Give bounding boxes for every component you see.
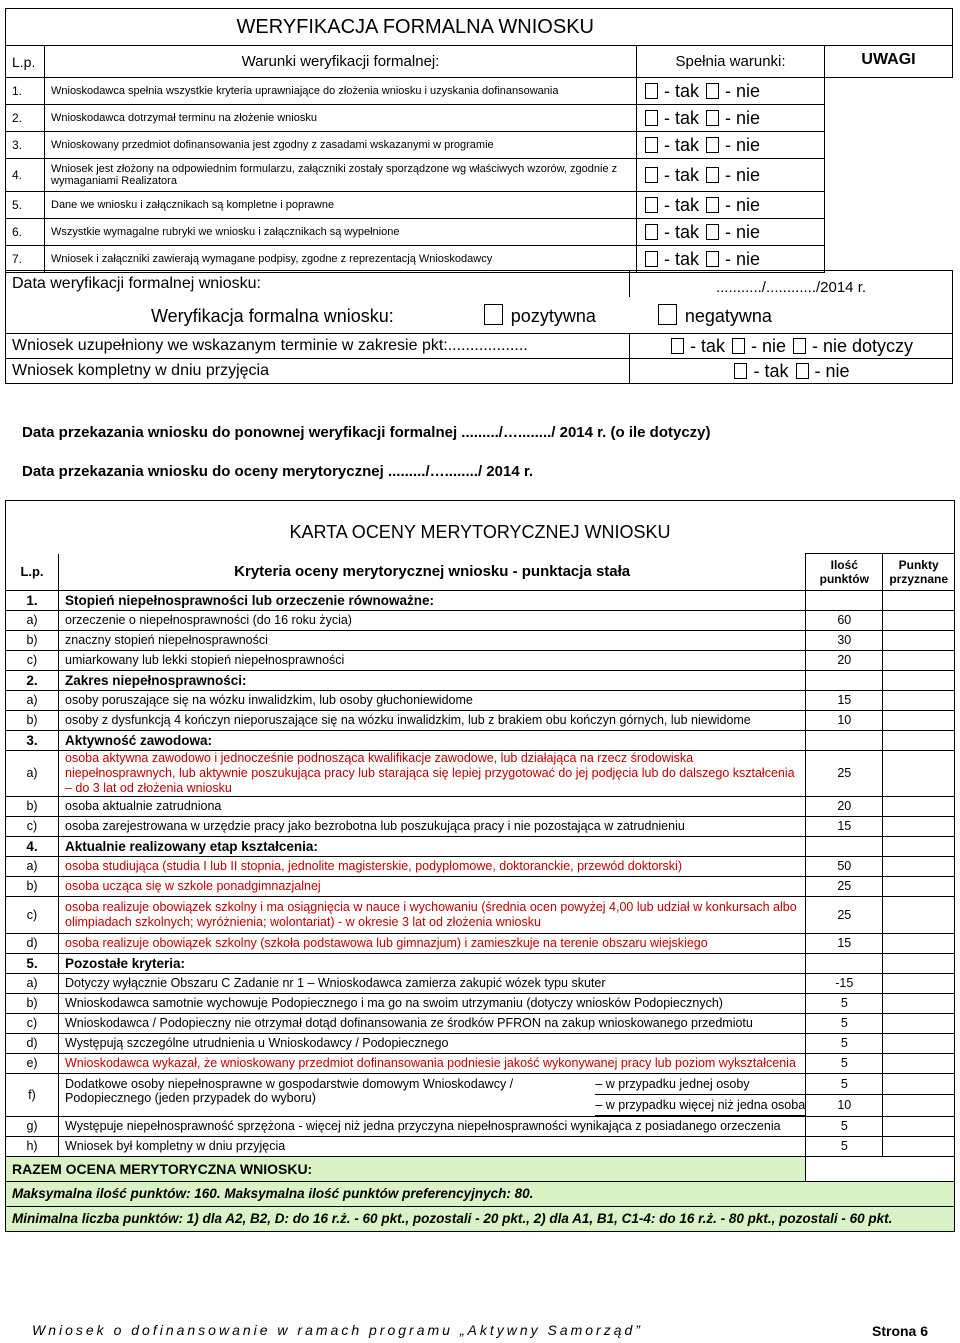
supplemented-label: Wniosek uzupełniony we wskazanym terminie w zakresie pkt:.................. xyxy=(6,334,630,359)
f-opt1: – w przypadku jednej osoby xyxy=(595,1074,805,1095)
merit-item xyxy=(6,650,955,670)
positive-label: pozytywna xyxy=(510,305,596,326)
yes-checkbox[interactable] xyxy=(645,197,658,213)
item-points: 25 xyxy=(806,896,883,933)
item-text: orzeczenie o niepełnosprawności (do 16 roku życia) xyxy=(59,610,806,630)
verification-date-label: Data weryfikacji formalnej wniosku: xyxy=(6,271,630,298)
yes-checkbox[interactable] xyxy=(645,83,658,99)
no-checkbox[interactable] xyxy=(706,137,719,153)
item-letter: c) xyxy=(6,816,59,836)
supp-yes-checkbox[interactable] xyxy=(671,338,684,354)
item-awarded[interactable] xyxy=(883,876,955,896)
formal-row-options xyxy=(637,159,825,192)
merit-transfer-date: Data przekazania wniosku do oceny merytorycznej ........./…......../ 2014 r. xyxy=(22,463,534,480)
merit-section xyxy=(6,836,955,856)
item-points: 5 xyxy=(806,993,883,1013)
item-points: 20 xyxy=(806,650,883,670)
item-awarded[interactable] xyxy=(883,750,955,796)
supplemented-options: - tak - nie - nie dotyczy xyxy=(630,334,953,359)
item-points: 50 xyxy=(806,856,883,876)
formal-row-options xyxy=(637,219,825,246)
formal-row xyxy=(6,246,953,273)
item-points: 5 xyxy=(806,1033,883,1053)
item-awarded[interactable] xyxy=(883,973,955,993)
item-awarded[interactable] xyxy=(883,896,955,933)
yes-label: - tak xyxy=(664,80,700,101)
formal-row-num: 3. xyxy=(6,132,45,159)
item-letter: e) xyxy=(6,1053,59,1073)
complete-no-checkbox[interactable] xyxy=(796,363,809,379)
item-text: osoba realizuje obowiązek szkolny (szkoła podstawowa lub gimnazjum) i zamieszkuje na terenie obszaru wiejskiego xyxy=(59,933,806,953)
no-label: - nie xyxy=(725,221,761,242)
g-letter: g) xyxy=(6,1116,59,1136)
merit-item xyxy=(6,933,955,953)
no-label: - nie xyxy=(725,134,761,155)
total-value[interactable] xyxy=(806,1156,955,1181)
item-text: osoby poruszające się na wózku inwalidzkim, lub osoby głuchoniewidome xyxy=(59,690,806,710)
g-points: 5 xyxy=(806,1116,883,1136)
item-points: 20 xyxy=(806,796,883,816)
f-pts2: 10 xyxy=(806,1095,883,1117)
complete-label: Wniosek kompletny w dniu przyjęcia xyxy=(6,359,630,384)
item-text: Występują szczególne utrudnienia u Wnioskodawcy / Podopiecznego xyxy=(59,1033,806,1053)
col-lp: L.p. xyxy=(6,46,45,78)
yes-label: - tak xyxy=(664,107,700,128)
max-points: Maksymalna ilość punktów: 160. Maksymalna ilość punktów preferencyjnych: 80. xyxy=(6,1181,955,1206)
item-awarded[interactable] xyxy=(883,796,955,816)
f-criterion xyxy=(59,1073,806,1116)
formal-row xyxy=(6,78,953,105)
merit-section xyxy=(6,590,955,610)
col-conditions: Warunki weryfikacji formalnej: xyxy=(45,46,637,78)
yes-checkbox[interactable] xyxy=(645,224,658,240)
item-text: umiarkowany lub lekki stopień niepełnosprawności xyxy=(59,650,806,670)
formal-row xyxy=(6,132,953,159)
f-awarded[interactable] xyxy=(883,1073,955,1095)
col-notes: UWAGI xyxy=(825,46,953,78)
yes-label: - tak xyxy=(664,164,700,185)
section-num: 5. xyxy=(6,953,59,973)
item-points: 10 xyxy=(806,710,883,730)
item-text: Dotyczy wyłącznie Obszaru C Zadanie nr 1 – Wnioskodawca zamierza zakupić wózek typu skuter xyxy=(59,973,806,993)
section-num: 3. xyxy=(6,730,59,750)
item-points: 5 xyxy=(806,1053,883,1073)
item-awarded[interactable] xyxy=(883,690,955,710)
item-letter: b) xyxy=(6,993,59,1013)
item-letter: d) xyxy=(6,933,59,953)
formal-row-options xyxy=(637,246,825,273)
min-points: Minimalna liczba punktów: 1) dla A2, B2, D: do 16 r.ż. - 60 pkt., pozostali - 20 pkt., 2) dla A1, B1, C1-4: do 16 r.ż. - 80 pkt., pozostali - 60 pkt. xyxy=(6,1206,955,1231)
formal-verification-table xyxy=(5,8,953,273)
item-points: 5 xyxy=(806,1013,883,1033)
formal-row-options xyxy=(637,192,825,219)
g-text: Występuje niepełnosprawność sprzężona - więcej niż jedna przyczyna niepełnosprawności wynikająca z posiadanego orzeczenia xyxy=(59,1116,806,1136)
no-label: - nie xyxy=(725,164,761,185)
formal-row xyxy=(6,159,953,192)
verification-date-value[interactable]: .........../............/2014 r. xyxy=(630,271,953,298)
item-awarded[interactable] xyxy=(883,816,955,836)
formal-row-text: Wniosek i załączniki zawierają wymagane podpisy, zgodne z reprezentacją Wnioskodawcy xyxy=(45,246,637,273)
yes-label: - tak xyxy=(664,194,700,215)
item-text: osoba aktywna zawodowo i jednocześnie podnosząca kwalifikacje zawodowe, lub działająca na rzecz środowiska niepełnosprawnych, lub aktywnie poszukująca pracy lub starająca się lepiej przygotować do jej podjęcia lub do dalszego kształcenia – do 3 lat od złożenia wniosku xyxy=(59,750,806,796)
no-label: - nie xyxy=(725,80,761,101)
item-points: 25 xyxy=(806,876,883,896)
formal-row-num: 4. xyxy=(6,159,45,192)
no-checkbox[interactable] xyxy=(706,110,719,126)
item-text: osoba zarejestrowana w urzędzie pracy jako bezrobotna lub poszukująca pracy i nie pozostająca w zatrudnieniu xyxy=(59,816,806,836)
merit-item xyxy=(6,610,955,630)
merit-item xyxy=(6,896,955,933)
h-points: 5 xyxy=(806,1136,883,1156)
item-points: 15 xyxy=(806,816,883,836)
formal-row-text: Dane we wniosku i załącznikach są kompletne i poprawne xyxy=(45,192,637,219)
merit-item xyxy=(6,973,955,993)
no-checkbox[interactable] xyxy=(706,224,719,240)
merit-item xyxy=(6,690,955,710)
section-num: 1. xyxy=(6,590,59,610)
supp-na-checkbox[interactable] xyxy=(793,338,806,354)
merit-item xyxy=(6,856,955,876)
page-number: Strona 6 xyxy=(872,1323,929,1339)
merit-item xyxy=(6,796,955,816)
formal-row-num: 5. xyxy=(6,192,45,219)
yes-checkbox[interactable] xyxy=(645,167,658,183)
section-num: 4. xyxy=(6,836,59,856)
item-awarded[interactable] xyxy=(883,993,955,1013)
merit-item xyxy=(6,876,955,896)
item-text: Wnioskodawca / Podopieczny nie otrzymał dotąd dofinansowania ze środków PFRON na zakup wnioskowanego przedmiotu xyxy=(59,1013,806,1033)
no-label: - nie xyxy=(725,194,761,215)
yes-checkbox[interactable] xyxy=(645,251,658,267)
formal-result-label: Weryfikacja formalna wniosku: xyxy=(151,305,394,326)
yes-label: - tak xyxy=(664,134,700,155)
item-text: osoba aktualnie zatrudniona xyxy=(59,796,806,816)
formal-row-num: 2. xyxy=(6,105,45,132)
h-text: Wniosek był kompletny w dniu przyjęcia xyxy=(59,1136,806,1156)
merit-col-criteria: Kryteria oceny merytorycznej wniosku - punktacja stała xyxy=(59,554,806,591)
item-text: Wnioskodawca samotnie wychowuje Podopiecznego i ma go na swoim utrzymaniu (dotyczy wniosków Podopiecznych) xyxy=(59,993,806,1013)
item-text: Wnioskodawca wykazał, że wnioskowany przedmiot dofinansowania podniesie jakość wykonywanej pracy lub poziom wykształcenia xyxy=(59,1053,806,1073)
item-letter: b) xyxy=(6,876,59,896)
section-title: Aktualnie realizowany etap kształcenia: xyxy=(59,836,806,856)
item-letter: a) xyxy=(6,856,59,876)
f-awarded2[interactable] xyxy=(883,1095,955,1117)
formal-row-text: Wszystkie wymagalne rubryki we wniosku i załącznikach są wypełnione xyxy=(45,219,637,246)
item-letter: c) xyxy=(6,650,59,670)
no-checkbox[interactable] xyxy=(706,167,719,183)
supp-no-checkbox[interactable] xyxy=(732,338,745,354)
f-text: Dodatkowe osoby niepełnosprawne w gospodarstwie domowym Wnioskodawcy / Podopiecznego (jeden przypadek do wyboru) xyxy=(65,1076,514,1105)
formal-row-options xyxy=(637,105,825,132)
formal-row-text: Wniosek jest złożony na odpowiednim formularzu, załączniki zostały sporządzone wg właściwych wzorów, zgodnie z wymaganiami Realizatora xyxy=(45,159,637,192)
g-awarded[interactable] xyxy=(883,1116,955,1136)
no-checkbox[interactable] xyxy=(706,197,719,213)
item-text: osoba ucząca się w szkole ponadgimnazjalnej xyxy=(59,876,806,896)
no-label: - nie xyxy=(725,107,761,128)
col-meets: Spełnia warunki: xyxy=(637,46,825,78)
total-label: RAZEM OCENA MERYTORYCZNA WNIOSKU: xyxy=(6,1156,806,1181)
negative-label: negatywna xyxy=(684,305,772,326)
item-text: osoby z dysfunkcją 4 kończyn nieporuszające się na wózku inwalidzkim, lub z brakiem obu kończyn górnych, lub niewidome xyxy=(59,710,806,730)
merit-item xyxy=(6,710,955,730)
yes-checkbox[interactable] xyxy=(645,110,658,126)
item-awarded[interactable] xyxy=(883,933,955,953)
no-label: - nie xyxy=(725,248,761,269)
item-text: znaczny stopień niepełnosprawności xyxy=(59,630,806,650)
h-letter: h) xyxy=(6,1136,59,1156)
merit-col-lp: L.p. xyxy=(6,554,59,591)
merit-item xyxy=(6,993,955,1013)
item-points: 25 xyxy=(806,750,883,796)
item-letter: b) xyxy=(6,710,59,730)
complete-options: - tak - nie xyxy=(630,359,953,384)
item-awarded[interactable] xyxy=(883,1053,955,1073)
item-points: 30 xyxy=(806,630,883,650)
merit-section xyxy=(6,953,955,973)
formal-row xyxy=(6,219,953,246)
item-awarded[interactable] xyxy=(883,610,955,630)
no-checkbox[interactable] xyxy=(706,251,719,267)
yes-checkbox[interactable] xyxy=(645,137,658,153)
item-letter: a) xyxy=(6,610,59,630)
merit-section xyxy=(6,730,955,750)
item-letter: a) xyxy=(6,750,59,796)
item-awarded[interactable] xyxy=(883,650,955,670)
item-points: 15 xyxy=(806,933,883,953)
h-awarded[interactable] xyxy=(883,1136,955,1156)
formal-row-text: Wnioskowany przedmiot dofinansowania jest zgodny z zasadami wskazanymi w programie xyxy=(45,132,637,159)
merit-item xyxy=(6,1053,955,1073)
merit-col-points: Ilość punktów xyxy=(806,554,883,591)
item-awarded[interactable] xyxy=(883,710,955,730)
merit-item xyxy=(6,750,955,796)
item-letter: a) xyxy=(6,690,59,710)
item-awarded[interactable] xyxy=(883,1033,955,1053)
formal-row-options xyxy=(637,132,825,159)
item-letter: c) xyxy=(6,896,59,933)
yes-label: - tak xyxy=(664,248,700,269)
merit-title: KARTA OCENY MERYTORYCZNEJ WNIOSKU xyxy=(6,501,955,554)
merit-item xyxy=(6,816,955,836)
item-points: 15 xyxy=(806,690,883,710)
item-text: osoba studiująca (studia I lub II stopnia, jednolite magisterskie, podyplomowe, doktoranckie, przewód doktorski) xyxy=(59,856,806,876)
formal-row-num: 6. xyxy=(6,219,45,246)
merit-assessment-table xyxy=(5,500,955,1232)
section-title: Pozostałe kryteria: xyxy=(59,953,806,973)
item-letter: c) xyxy=(6,1013,59,1033)
item-points: 60 xyxy=(806,610,883,630)
formal-row-num: 1. xyxy=(6,78,45,105)
f-opt2: – w przypadku więcej niż jedna osoba xyxy=(595,1095,805,1116)
no-checkbox[interactable] xyxy=(706,83,719,99)
section-num: 2. xyxy=(6,670,59,690)
item-letter: d) xyxy=(6,1033,59,1053)
positive-checkbox[interactable] xyxy=(484,304,503,325)
formal-row-text: Wnioskodawca spełnia wszystkie kryteria uprawniające do złożenia wniosku i uzyskania dofinansowania xyxy=(45,78,637,105)
item-awarded[interactable] xyxy=(883,856,955,876)
section-title: Aktywność zawodowa: xyxy=(59,730,806,750)
section-title: Zakres niepełnosprawności: xyxy=(59,670,806,690)
formal-result-row xyxy=(6,297,953,334)
merit-item xyxy=(6,1033,955,1053)
section-title: Stopień niepełnosprawności lub orzeczenie równoważne: xyxy=(59,590,806,610)
formal-row-options xyxy=(637,78,825,105)
formal-summary-table xyxy=(5,270,953,384)
formal-row-num: 7. xyxy=(6,246,45,273)
formal-row-text: Wnioskodawca dotrzymał terminu na złożenie wniosku xyxy=(45,105,637,132)
complete-yes-checkbox[interactable] xyxy=(734,363,747,379)
negative-checkbox[interactable] xyxy=(658,304,677,325)
f-letter: f) xyxy=(6,1073,59,1116)
merit-item xyxy=(6,630,955,650)
reverify-transfer-date: Data przekazania wniosku do ponownej weryfikacji formalnej ........./…......../ 2014 r. (o ile dotyczy) xyxy=(22,424,711,441)
formal-row xyxy=(6,192,953,219)
item-letter: b) xyxy=(6,630,59,650)
formal-title: WERYFIKACJA FORMALNA WNIOSKU xyxy=(6,9,825,46)
item-letter: b) xyxy=(6,796,59,816)
yes-label: - tak xyxy=(664,221,700,242)
f-pts1: 5 xyxy=(806,1073,883,1095)
formal-row xyxy=(6,105,953,132)
item-awarded[interactable] xyxy=(883,1013,955,1033)
merit-item xyxy=(6,1013,955,1033)
item-points: -15 xyxy=(806,973,883,993)
item-letter: a) xyxy=(6,973,59,993)
footer-program: Wniosek o dofinansowanie w ramach programu „Aktywny Samorząd” xyxy=(32,1322,643,1338)
item-text: osoba realizuje obowiązek szkolny i ma osiągnięcia w nauce i wychowaniu (średnia ocen powyżej 4,00 lub udział w konkursach albo olimpiadach szkolnych; wyróżnienia; wolontariat) - w okresie 3 lat od złożenia wniosku xyxy=(59,896,806,933)
item-awarded[interactable] xyxy=(883,630,955,650)
merit-section xyxy=(6,670,955,690)
merit-col-awarded: Punkty przyznane xyxy=(883,554,955,591)
